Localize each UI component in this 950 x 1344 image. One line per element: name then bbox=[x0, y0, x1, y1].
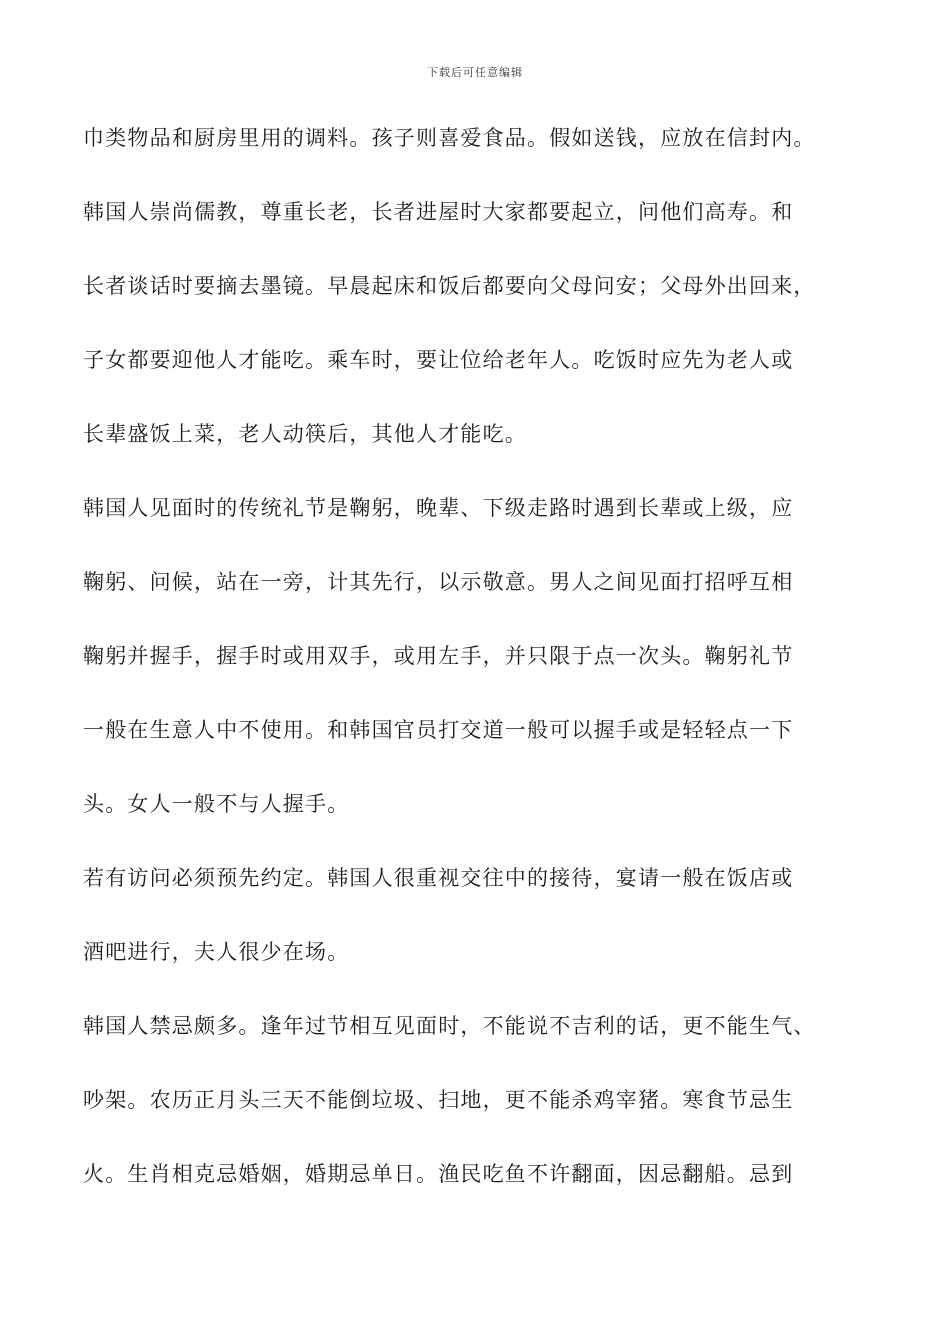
text-line: 长辈盛饭上菜，老人动筷后，其他人才能吃。 bbox=[83, 422, 527, 446]
page-header: 下载后可任意编辑 bbox=[427, 66, 523, 79]
text-line: 一般在生意人中不使用。和韩国官员打交道一般可以握手或是轻轻点一下 bbox=[83, 718, 794, 742]
text-line: 子女都要迎他人才能吃。乘车时，要让位给老年人。吃饭时应先为老人或 bbox=[83, 348, 794, 372]
text-line: 韩国人见面时的传统礼节是鞠躬，晚辈、下级走路时遇到长辈或上级，应 bbox=[83, 496, 794, 520]
text-line: 韩国人禁忌颇多。逢年过节相互见面时，不能说不吉利的话，更不能生气、 bbox=[83, 1014, 816, 1038]
text-line: 鞠躬、问候，站在一旁，计其先行，以示敬意。男人之间见面打招呼互相 bbox=[83, 570, 794, 594]
text-line: 吵架。农历正月头三天不能倒垃圾、扫地，更不能杀鸡宰猪。寒食节忌生 bbox=[83, 1088, 794, 1112]
text-line: 长者谈话时要摘去墨镜。早晨起床和饭后都要向父母问安；父母外出回来， bbox=[83, 274, 816, 298]
text-line: 巾类物品和厨房里用的调料。孩子则喜爱食品。假如送钱，应放在信封内。 bbox=[83, 126, 816, 150]
text-line: 若有访问必须预先约定。韩国人很重视交往中的接待，宴请一般在饭店或 bbox=[83, 866, 794, 890]
document-body bbox=[83, 118, 883, 1228]
text-line: 酒吧进行，夫人很少在场。 bbox=[83, 940, 350, 964]
text-line: 鞠躬并握手，握手时或用双手，或用左手，并只限于点一次头。鞠躬礼节 bbox=[83, 644, 794, 668]
text-line: 火。生肖相克忌婚姻，婚期忌单日。渔民吃鱼不许翻面，因忌翻船。忌到 bbox=[83, 1162, 794, 1186]
text-line: 头。女人一般不与人握手。 bbox=[83, 792, 350, 816]
text-line: 韩国人崇尚儒教，尊重长老，长者进屋时大家都要起立，问他们高寿。和 bbox=[83, 200, 794, 224]
